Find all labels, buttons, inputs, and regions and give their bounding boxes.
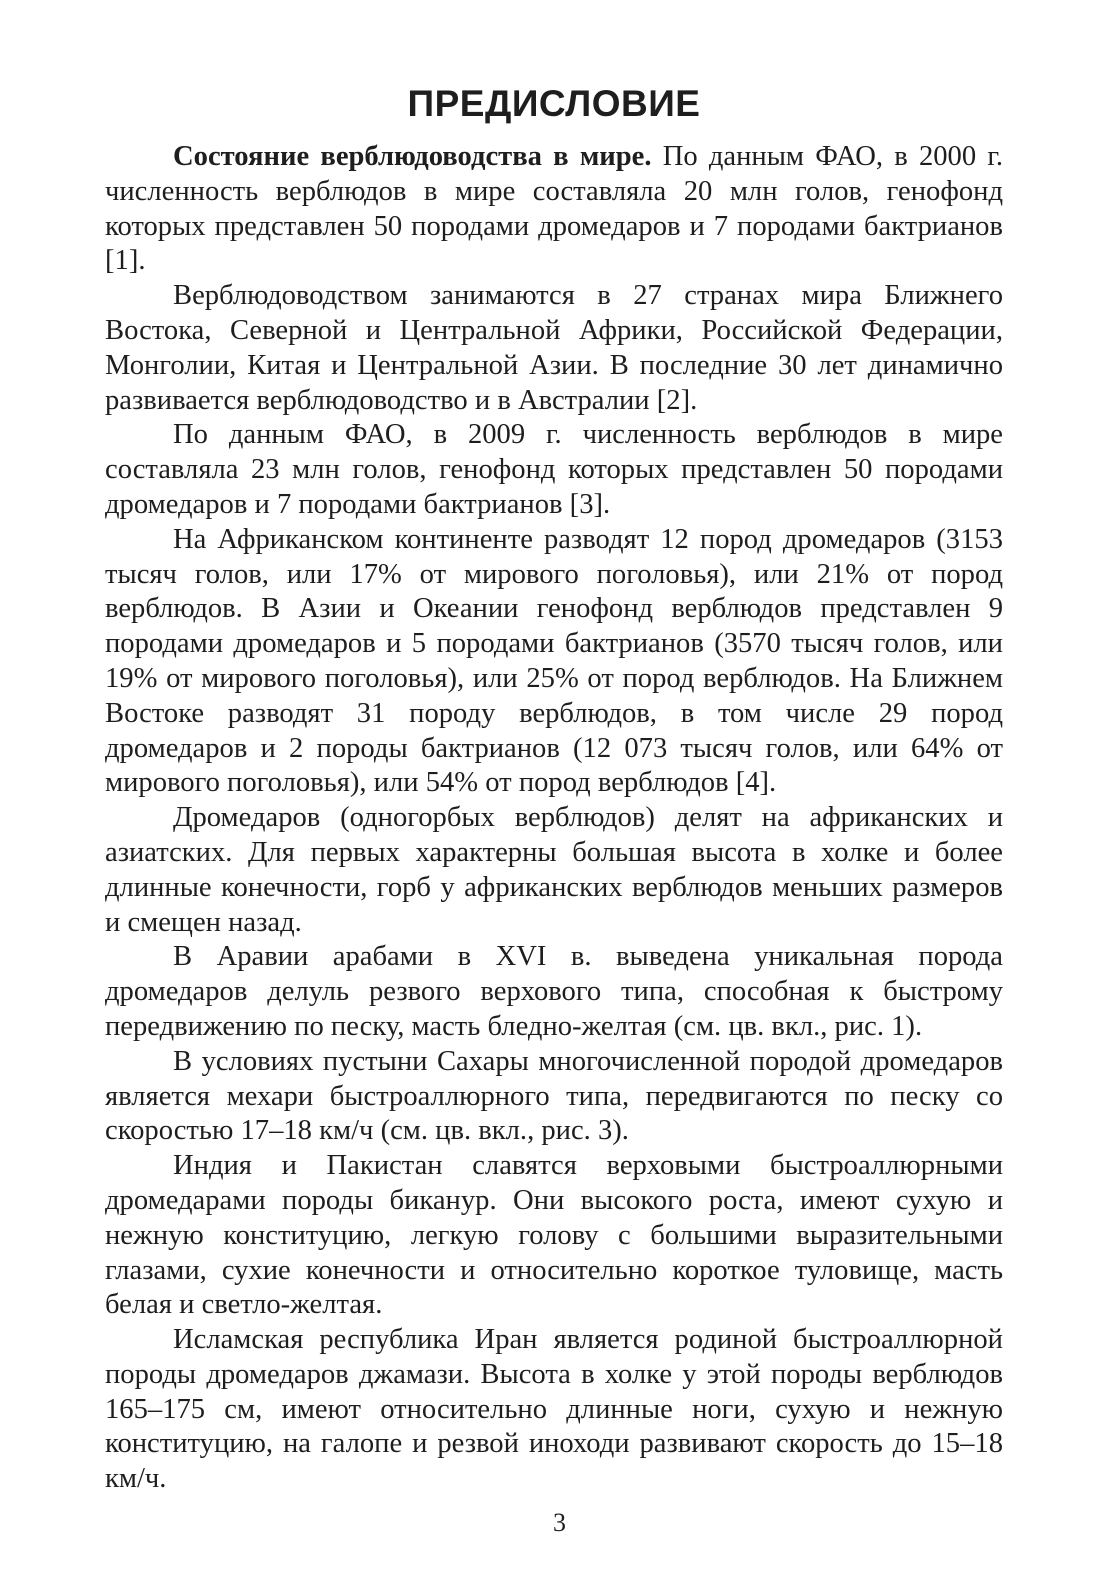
paragraph-sahara: В условиях пустыни Сахары многочисленной породой дромедаров является мехари быстроаллюрного типа, передвигаются по песку со скоростью 17–18 км/ч (см. цв. вкл., рис. 3). (105, 1045, 1003, 1147)
page-title: ПРЕДИСЛОВИЕ (407, 83, 701, 124)
paragraph-world-status (105, 140, 1003, 279)
paragraph-regions: На Африканском континенте разводят 12 пород дромедаров (3153 тысяч голов, или 17% от мирового поголовья), или 21% от пород верблюдов. В Азии и Океании генофонд верблюдов представлен 9 породами дромедаров и 5 породами бактрианов (3570 тысяч голов, или 19% от мирового поголовья), или 25% от пород верблюдов. На Ближнем Востоке разводят 31 породу верблюдов, в том числе 29 пород дромедаров и 2 породы бактрианов (12 073 тысяч голов, или 64% от мирового поголовья), или 54% от пород верблюдов [4]. (105, 523, 1003, 799)
paragraph-countries: Верблюдоводством занимаются в 27 странах мира Ближнего Востока, Северной и Центральной Африки, Российской Федерации, Монголии, Китая и Центральной Азии. В последние 30 лет динамично развивается верблюдоводство и в Австралии [2]. (105, 280, 1003, 416)
document-page (105, 78, 1003, 1497)
page-number: 3 (553, 1508, 566, 1537)
paragraph-dromedaries: Дромедаров (одногорбых верблюдов) делят на африканских и азиатских. Для первых характерны большая высота в холке и более длинные конечности, горб у африканских верблюдов меньших размеров и смещен назад. (105, 802, 1003, 938)
paragraph-lead: Состояние верблюдоводства в мире. (173, 141, 652, 172)
paragraph-india-pakistan: Индия и Пакистан славятся верховыми быстроаллюрными дромедарами породы биканур. Они высокого роста, имеют сухую и нежную конституцию, легкую голову с большими выразительными глазами, сухие конечности и относительно короткое туловище, масть белая и светло-желтая. (105, 1150, 1003, 1321)
paragraph-iran: Исламская республика Иран является родиной быстроаллюрной породы дромедаров джамази. Высота в холке у этой породы верблюдов 165–175 см, имеют относительно длинные ноги, сухую и нежную конституцию, на галопе и резвой иноходи развивают скорость до 15–18 км/ч. (105, 1324, 1003, 1495)
paragraph-text: По данным ФАО, в 2000 г. численность верблюдов в мире составляла 20 млн голов, генофонд которых представлен 50 породами дромедаров и 7 породами бактрианов [1]. (105, 141, 1003, 277)
paragraph-arabia: В Аравии арабами в XVI в. выведена уникальная порода дромедаров делуль резвого верхового типа, способная к быстрому передвижению по песку, масть бледно-желтая (см. цв. вкл., рис. 1). (105, 941, 1003, 1042)
paragraph-fao-2009: По данным ФАО, в 2009 г. численность верблюдов в мире составляла 23 млн голов, генофонд которых представлен 50 породами дромедаров и 7 породами бактрианов [3]. (105, 419, 1003, 520)
